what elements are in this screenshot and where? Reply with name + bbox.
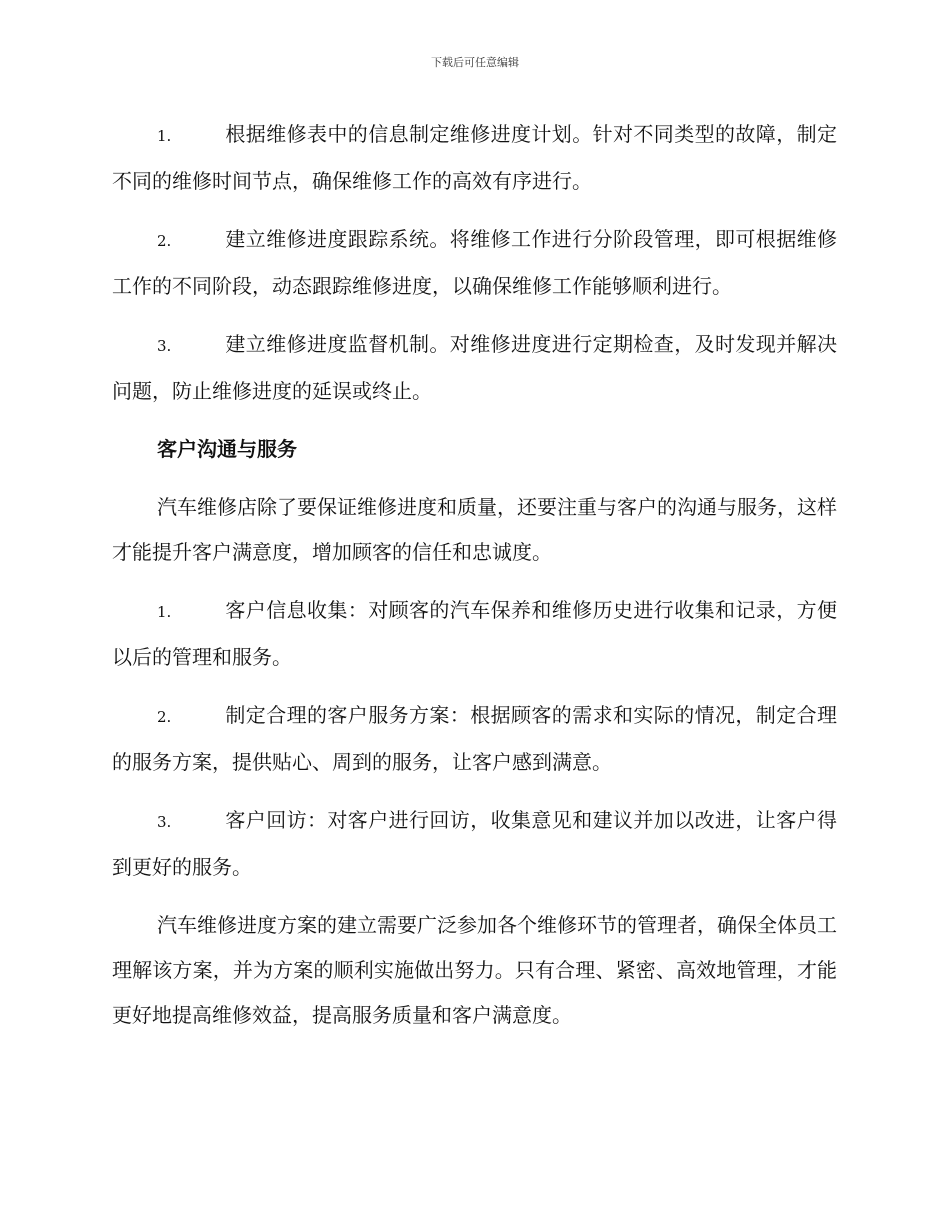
document-body <box>112 112 837 1051</box>
list-number: 1. <box>157 603 172 621</box>
section-intro-paragraph: 汽车维修店除了要保证维修进度和质量，还要注重与客户的沟通与服务，这样才能提升客户满意度，增加顾客的信任和忠诚度。 <box>112 495 837 564</box>
list-number: 3. <box>157 813 172 831</box>
list-item <box>112 322 837 414</box>
list-item <box>112 217 837 309</box>
list-item <box>112 588 837 680</box>
list-number: 1. <box>157 127 172 145</box>
page-header-note: 下载后可任意编辑 <box>431 56 519 69</box>
list-text: 建立维修进度监督机制。对维修进度进行定期检查，及时发现并解决问题，防止维修进度的延误或终止。 <box>112 332 837 403</box>
list-number: 3. <box>157 337 172 355</box>
list-text: 客户信息收集：对顾客的汽车保养和维修历史进行收集和记录，方便以后的管理和服务。 <box>112 598 837 669</box>
list-text: 制定合理的客户服务方案：根据顾客的需求和实际的情况，制定合理的服务方案，提供贴心、周到的服务，让客户感到满意。 <box>112 703 837 774</box>
list-text: 客户回访：对客户进行回访，收集意见和建议并加以改进，让客户得到更好的服务。 <box>112 808 837 879</box>
list-item <box>112 112 837 204</box>
list-number: 2. <box>157 708 172 726</box>
list-item <box>112 798 837 890</box>
list-text: 建立维修进度跟踪系统。将维修工作进行分阶段管理，即可根据维修工作的不同阶段，动态跟踪维修进度，以确保维修工作能够顺利进行。 <box>112 227 837 298</box>
list-number: 2. <box>157 232 172 250</box>
conclusion-paragraph: 汽车维修进度方案的建立需要广泛参加各个维修环节的管理者，确保全体员工理解该方案，并为方案的顺利实施做出努力。只有合理、紧密、高效地管理，才能更好地提高维修效益，提高服务质量和客户满意度。 <box>112 913 837 1027</box>
list-item <box>112 693 837 785</box>
section-heading: 客户沟通与服务 <box>157 437 297 461</box>
list-text: 根据维修表中的信息制定维修进度计划。针对不同类型的故障，制定不同的维修时间节点，确保维修工作的高效有序进行。 <box>112 122 837 193</box>
